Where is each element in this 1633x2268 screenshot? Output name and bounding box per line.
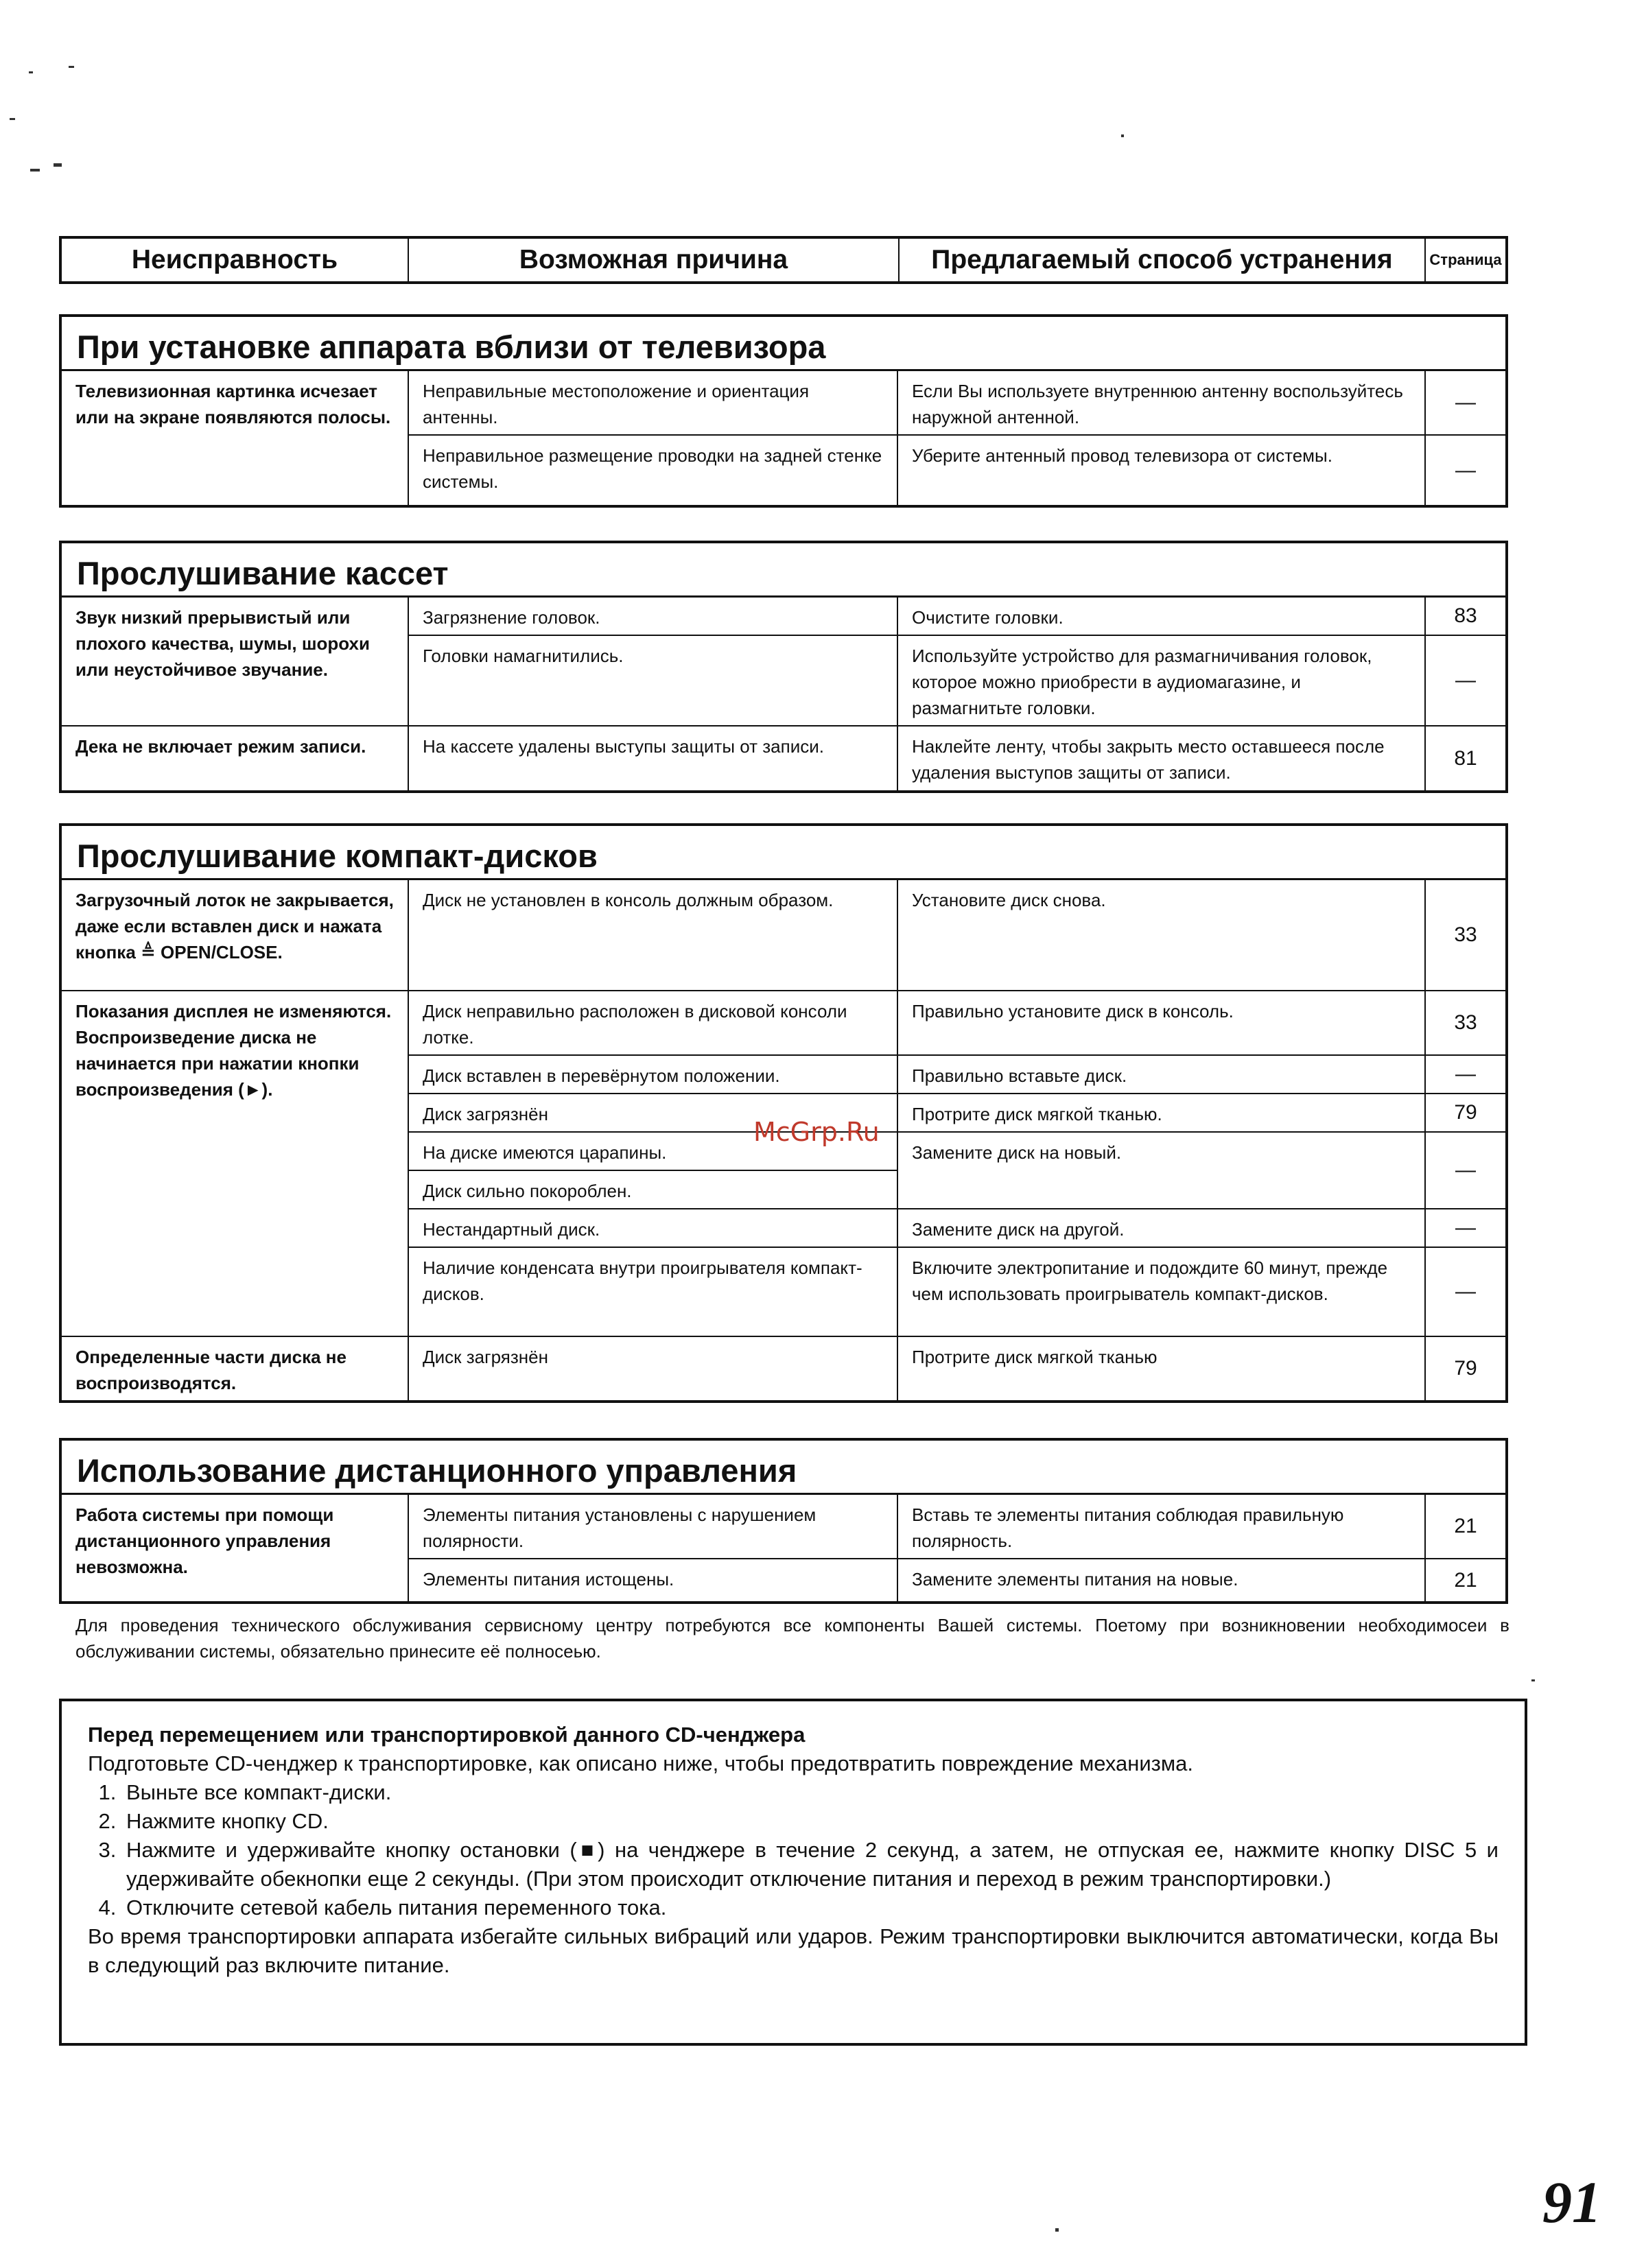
remedy-cell: Вставь те элементы питания соблюдая правильную полярность. (897, 1494, 1425, 1559)
cause-cell: Элементы питания установлены с нарушением полярности. (408, 1494, 897, 1559)
transport-steps (88, 1778, 1499, 1922)
header-remedy: Предлагаемый способ устранения (899, 237, 1425, 283)
transport-intro: Подготовьте CD-ченджер к транспортировке, как описано ниже, чтобы предотвратить повреждение механизма. (88, 1751, 1194, 1775)
remedy-cell: Очистите головки. (897, 597, 1425, 636)
cause-cell: Диск не установлен в консоль должным образом. (408, 879, 897, 991)
remedy-cell: Установите диск снова. (897, 879, 1425, 991)
fault-text: Показания дисплея не изменяются. Воспроизведение диска не начинается при нажатии кнопки воспроизведения (►). (60, 991, 408, 1336)
transport-step: 1. Выньте все компакт-диски. (122, 1778, 1499, 1807)
remedy-cell: Правильно установите диск в консоль. (897, 991, 1425, 1055)
page-ref: — (1425, 1209, 1507, 1247)
page-ref: 33 (1425, 879, 1507, 991)
cause-cell: На кассете удалены выступы защиты от записи. (408, 726, 897, 792)
page-ref: 33 (1425, 991, 1507, 1055)
header-page: Страница (1429, 251, 1502, 268)
cause-cell: Диск вставлен в перевёрнутом положении. (408, 1055, 897, 1094)
transport-box (59, 1699, 1527, 2046)
section-cd (59, 823, 1508, 1403)
section-title: Использование дистанционного управления (60, 1439, 1507, 1494)
cause-cell: На диске имеются царапины. (408, 1132, 897, 1170)
cause-cell: Элементы питания истощены. (408, 1559, 897, 1603)
cause-cell: Диск загрязнён (408, 1094, 897, 1132)
remedy-cell: Наклейте ленту, чтобы закрыть место оставшееся после удаления выступов защиты от записи. (897, 726, 1425, 792)
remedy-cell: Замените диск на новый. (897, 1132, 1425, 1209)
section-title: Прослушивание компакт-дисков (60, 825, 1507, 879)
cause-cell: Нестандартный диск. (408, 1209, 897, 1247)
remedy-cell: Если Вы используете внутреннюю антенну воспользуйтесь наружной антенной. (897, 370, 1425, 436)
remedy-cell: Используйте устройство для размагничивания головок, которое можно приобрести в аудиомагазине, и размагнитьте головки. (897, 635, 1425, 726)
page-ref: 79 (1425, 1336, 1507, 1402)
transport-title: Перед перемещением или транспортировкой данного CD-ченджера (88, 1723, 806, 1747)
fault-text: Дека не включает режим записи. (60, 726, 408, 792)
cause-cell: Загрязнение головок. (408, 597, 897, 636)
fault-text: Загрузочный лоток не закрывается, даже если вставлен диск и нажата кнопка ≜ OPEN/CLOSE. (60, 879, 408, 991)
section-remote (59, 1438, 1508, 1604)
watermark: McGrp.Ru (753, 1117, 880, 1147)
page-ref: 21 (1425, 1559, 1507, 1603)
section-title: Прослушивание кассет (60, 542, 1507, 597)
cause-cell: Неправильные местоположение и ориентация антенны. (408, 370, 897, 436)
page-ref: 83 (1425, 597, 1507, 636)
page-ref: — (1425, 370, 1507, 436)
transport-step: 2. Нажмите кнопку CD. (122, 1807, 1499, 1836)
page-ref: — (1425, 1247, 1507, 1336)
service-note: Для проведения технического обслуживания сервисному центру потребуются все компоненты Вашей системы. Поетому при возникновении необходимосеи в обслуживании системы, обязательно принесите её полносеью. (75, 1615, 1509, 1662)
header-fault: Неисправность (60, 237, 408, 283)
page-ref: 21 (1425, 1494, 1507, 1559)
transport-step: 3. Нажмите и удерживайте кнопку остановки (■) на ченджере в течение 2 секунд, а затем, не отпуская ее, нажмите кнопку DISC 5 и удерживайте обекнопки еще 2 секунды. (При этом происходит отключение питания и переход в режим транспортировки.) (122, 1836, 1499, 1893)
cause-cell: Неправильное размещение проводки на задней стенке системы. (408, 435, 897, 506)
page-ref: — (1425, 1055, 1507, 1094)
remedy-cell: Правильно вставьте диск. (897, 1055, 1425, 1094)
remedy-cell: Протрите диск мягкой тканью. (897, 1094, 1425, 1132)
fault-text: Определенные части диска не воспроизводятся. (60, 1336, 408, 1402)
remedy-cell: Уберите антенный провод телевизора от системы. (897, 435, 1425, 506)
cause-cell: Диск загрязнён (408, 1336, 897, 1402)
page-ref: — (1425, 435, 1507, 506)
fault-text: Звук низкий прерывистый или плохого качества, шумы, шорохи или неустойчивое звучание. (60, 597, 408, 727)
cause-cell: Наличие конденсата внутри проигрывателя компакт-дисков. (408, 1247, 897, 1336)
page-ref: 81 (1425, 726, 1507, 792)
section-cassette (59, 541, 1508, 793)
fault-text: Телевизионная картинка исчезает или на экране появляются полосы. (60, 370, 408, 507)
header-cause: Возможная причина (408, 237, 899, 283)
remedy-cell: Протрите диск мягкой тканью (897, 1336, 1425, 1402)
cause-cell: Диск сильно покороблен. (408, 1170, 897, 1209)
page-number: 91 (1542, 2169, 1601, 2235)
remedy-cell: Замените диск на другой. (897, 1209, 1425, 1247)
column-header (59, 236, 1508, 284)
fault-text: Работа системы при помощи дистанционного управления невозможна. (60, 1494, 408, 1603)
remedy-cell: Включите электропитание и подождите 60 минут, прежде чем использовать проигрыватель компакт-дисков. (897, 1247, 1425, 1336)
transport-outro: Во время транспортировки аппарата избегайте сильных вибраций или ударов. Режим транспортировки выключится автоматически, когда Вы в следующий раз включите питание. (88, 1924, 1499, 1977)
transport-step: 4. Отключите сетевой кабель питания переменного тока. (122, 1893, 1499, 1922)
cause-cell: Головки намагнитились. (408, 635, 897, 726)
cause-cell: Диск неправильно расположен в дисковой консоли лотке. (408, 991, 897, 1055)
page-ref: — (1425, 635, 1507, 726)
remedy-cell: Замените элементы питания на новые. (897, 1559, 1425, 1603)
section-title: При установке аппарата вблизи от телевизора (60, 316, 1507, 370)
page-ref: 79 (1425, 1094, 1507, 1132)
page-ref: — (1425, 1132, 1507, 1209)
section-tv (59, 314, 1508, 508)
